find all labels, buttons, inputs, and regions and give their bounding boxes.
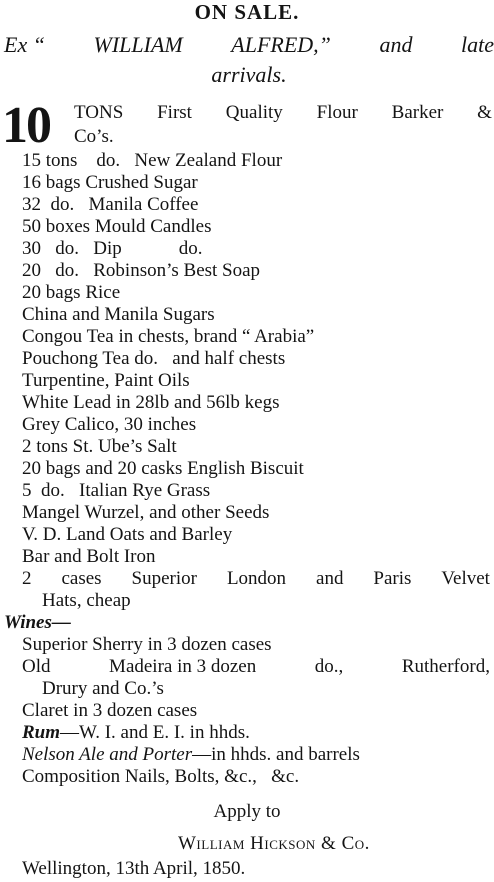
list-item: 16 bags Crushed Sugar	[22, 172, 198, 193]
list-item: Claret in 3 dozen cases	[22, 700, 198, 721]
list-item: Pouchong Tea do. and half chests	[22, 348, 286, 369]
goods-list	[0, 150, 494, 788]
wines-label: Wines—	[4, 612, 71, 633]
list-item: Superior Sherry in 3 dozen cases	[22, 634, 272, 655]
list-item-ale	[0, 744, 494, 766]
list-item: 30 do. Dip do.	[22, 238, 203, 259]
subheading-word: late	[460, 32, 494, 57]
list-item: 5 do. Italian Rye Grass	[22, 480, 211, 501]
list-item-rum	[0, 722, 494, 744]
subheading-line-2: arrivals.	[211, 62, 287, 87]
list-item: Congou Tea in chests, brand “ Arabia”	[22, 326, 315, 347]
first-item	[74, 102, 492, 124]
list-item: 32 do. Manila Coffee	[22, 194, 199, 215]
list-item-madeira	[0, 656, 494, 678]
list-item: 50 boxes Mould Candles	[22, 216, 212, 237]
first-item-continuation: Co’s.	[74, 126, 114, 147]
list-item-continuation: Hats, cheap	[42, 590, 131, 611]
list-item: 2 tons St. Ube’s Salt	[22, 436, 177, 457]
list-item: Bar and Bolt Iron	[22, 546, 156, 567]
hats-word: 2	[22, 568, 32, 589]
madeira-word: Old	[22, 656, 51, 677]
list-item: Composition Nails, Bolts, &c., &c.	[22, 766, 300, 787]
list-item: 20 bags Rice	[22, 282, 121, 303]
ale-text: —in hhds. and barrels	[192, 744, 360, 765]
first-item-word: &	[477, 102, 492, 123]
subheading-word: WILLIAM	[93, 32, 183, 57]
hats-word: cases	[61, 568, 102, 589]
rum-text: —W. I. and E. I. in hhds.	[60, 722, 250, 743]
list-item: Grey Calico, 30 inches	[22, 414, 197, 435]
first-item-word: Flour	[316, 102, 358, 123]
lead-number: 10	[2, 97, 50, 154]
list-item: 15 tons do. New Zealand Flour	[22, 150, 283, 171]
list-item-continuation: Drury and Co.’s	[42, 678, 164, 699]
list-item: China and Manila Sugars	[22, 304, 215, 325]
madeira-word: do.,	[314, 656, 344, 677]
list-item: 20 do. Robinson’s Best Soap	[22, 260, 261, 281]
first-item-word: Quality	[225, 102, 283, 123]
subheading-word: and	[379, 32, 413, 57]
madeira-word: Madeira in 3 dozen	[109, 656, 257, 677]
ale-label: Nelson Ale and Porter	[22, 744, 193, 765]
hats-word: Superior	[131, 568, 197, 589]
apply-to: Apply to	[213, 801, 281, 822]
list-item: 20 bags and 20 casks English Biscuit	[22, 458, 304, 479]
notice-heading: ON SALE.	[194, 0, 300, 24]
first-item-word: TONS	[74, 102, 124, 123]
hats-word: Velvet	[441, 568, 490, 589]
list-item: V. D. Land Oats and Barley	[22, 524, 233, 545]
list-item: White Lead in 28lb and 56lb kegs	[22, 392, 280, 413]
rum-label: Rum	[22, 722, 61, 743]
list-item-hats	[0, 568, 494, 590]
dateline: Wellington, 13th April, 1850.	[22, 858, 246, 879]
list-item: Mangel Wurzel, and other Seeds	[22, 502, 270, 523]
hats-word: and	[316, 568, 344, 589]
subheading-word: Ex “	[4, 32, 45, 57]
subheading-word: ALFRED,”	[231, 32, 331, 57]
hats-word: London	[226, 568, 287, 589]
hats-word: Paris	[373, 568, 412, 589]
first-item-word: First	[157, 102, 192, 123]
subheading-line-1	[4, 30, 494, 60]
first-item-word: Barker	[391, 102, 444, 123]
list-item: Turpentine, Paint Oils	[22, 370, 190, 391]
notice-subheading	[4, 30, 494, 90]
merchant-signature: William Hickson & Co.	[178, 833, 370, 854]
madeira-word: Rutherford,	[401, 656, 490, 677]
